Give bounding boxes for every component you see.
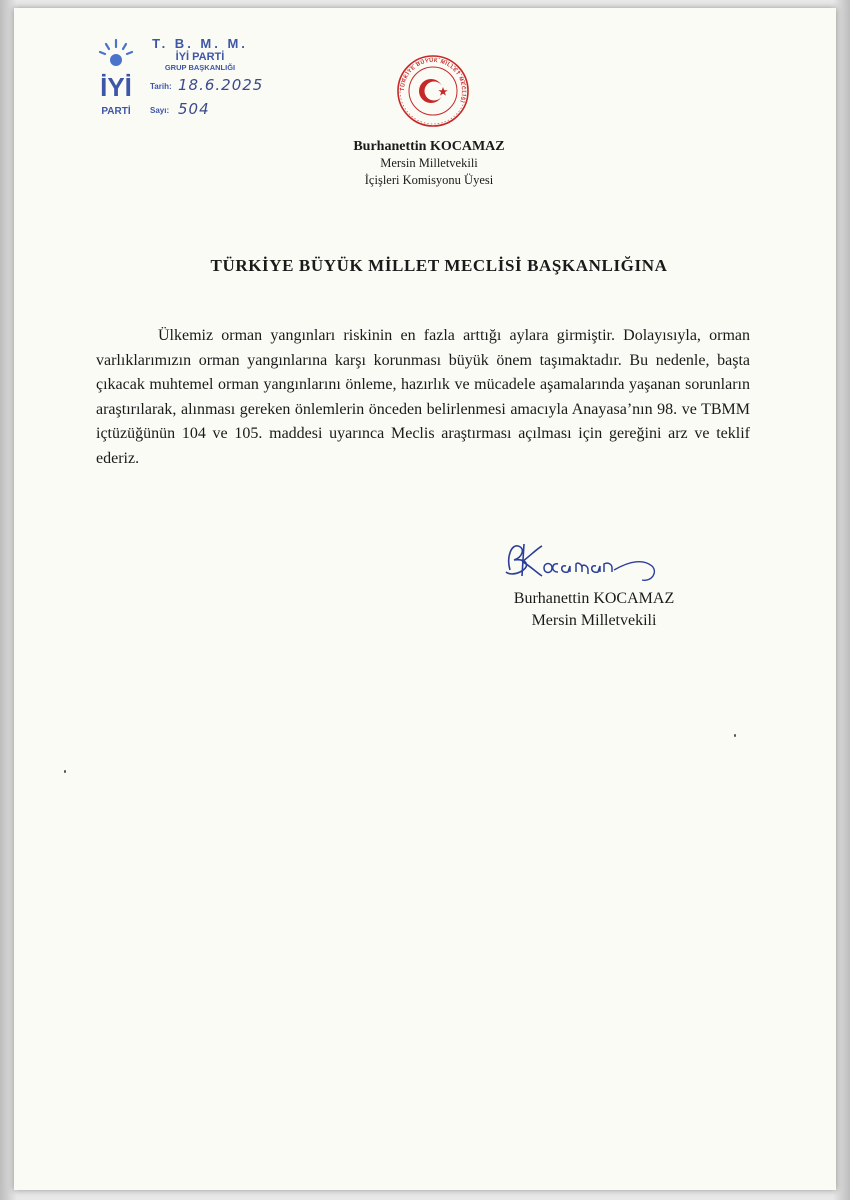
stamp-party: İYİ PARTİ [175, 51, 225, 63]
seal-text: TÜRKİYE BÜYÜK MİLLET MECLİSİ [399, 57, 467, 104]
sender-name: Burhanettin KOCAMAZ [353, 139, 505, 154]
sender-committee: İçişleri Komisyonu Üyesi [364, 173, 494, 187]
stamp-number-value: 504 [178, 100, 210, 118]
document-heading: TÜRKİYE BÜYÜK MİLLET MECLİSİ BAŞKANLIĞINA [210, 256, 668, 275]
sender-block [314, 138, 544, 189]
svg-text:PARTİ: PARTİ [101, 106, 131, 117]
stamp-tbmm: T. B. M. M. [152, 36, 248, 51]
stamp-date-value: 18.6.2025 [178, 76, 264, 94]
svg-text:İYİ: İYİ [100, 72, 132, 102]
signer-role: Mersin Milletvekili [531, 612, 657, 629]
stamp-date-label: Tarih: [150, 82, 172, 91]
scan-speck [64, 770, 66, 773]
signer-block [474, 588, 714, 632]
received-stamp [86, 34, 286, 134]
document-page [14, 8, 836, 1190]
signer-name: Burhanettin KOCAMAZ [513, 590, 675, 607]
stamp-text [150, 36, 290, 120]
stamp-date-row [150, 76, 290, 96]
scan-speck [734, 734, 736, 737]
document-body: Ülkemiz orman yangınları riskinin en fazla arttığı aylara girmiştir. Dolayısıyla, orman varlıklarımızın orman yangınlarına karşı korunması büyük önem taşımaktadır. Bu nedenle, başta çıkacak muhtemel orman yangınlarını önleme, hazırlık ve mücadele aşamalarında yaşanan sorunların araştırılarak, alınması gereken önlemlerin önceden belirlenmesi amacıyla Anayasa’nın 98. ve TBMM içtüzüğünün 104 ve 105. maddesi uyarınca Meclis araştırması açılması için gereğini arz ve teklif ederiz. [96, 327, 750, 467]
iyi-party-logo [92, 38, 140, 122]
sender-role: Mersin Milletvekili [380, 156, 478, 170]
handwritten-signature [492, 536, 692, 586]
stamp-number-row [150, 100, 290, 120]
stamp-number-label: Sayı: [150, 106, 170, 115]
stamp-group: GRUP BAŞKANLIĞI [164, 63, 236, 72]
tbmm-seal [396, 54, 470, 128]
